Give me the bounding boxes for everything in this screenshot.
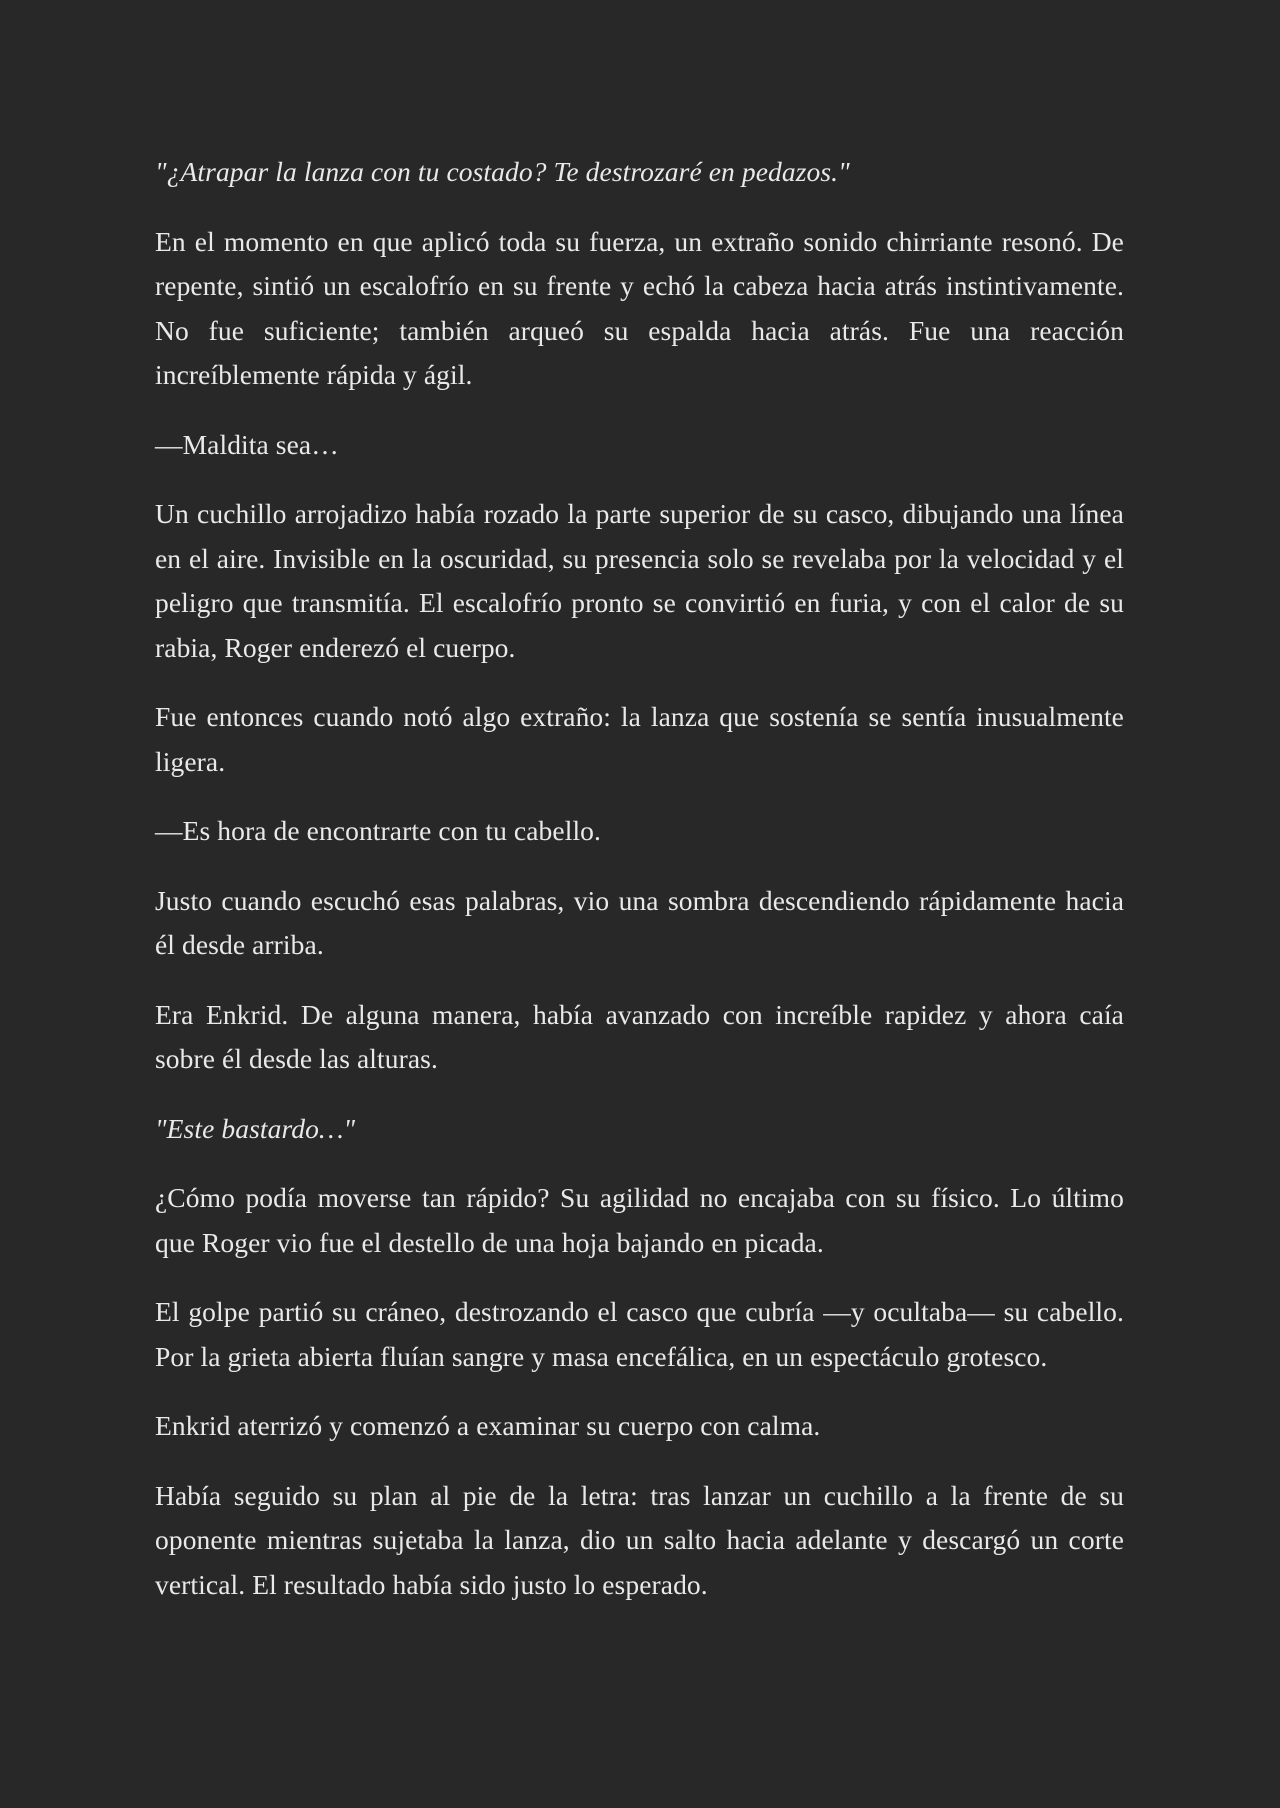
paragraph-8: Era Enkrid. De alguna manera, había avanzado con increíble rapidez y ahora caía sobre él desde las alturas. bbox=[155, 998, 1124, 1074]
paragraph-13: Había seguido su plan al pie de la letra: tras lanzar un cuchillo a la frente de su oponente mientras sujetaba la lanza, dio un salto hacia adelante y descargó un corte vertical. El resultado había sido justo lo esperado. bbox=[155, 1479, 1124, 1600]
paragraph-7: Justo cuando escuchó esas palabras, vio una sombra descendiendo rápidamente hacia él desde arriba. bbox=[155, 884, 1124, 960]
paragraph-9: "Este bastardo…" bbox=[155, 1112, 356, 1144]
paragraph-11: El golpe partió su cráneo, destrozando el casco que cubría —y ocultaba— su cabello. Por la grieta abierta fluían sangre y masa encefálica, en un espectáculo grotesco. bbox=[155, 1296, 1124, 1372]
paragraph-12: Enkrid aterrizó y comenzó a examinar su cuerpo con calma. bbox=[155, 1410, 821, 1441]
paragraph-6: —Es hora de encontrarte con tu cabello. bbox=[155, 815, 602, 846]
paragraph-10: ¿Cómo podía moverse tan rápido? Su agilidad no encajaba con su físico. Lo último que Roger vio fue el destello de una hoja bajando en picada. bbox=[155, 1182, 1124, 1258]
paragraph-4: Un cuchillo arrojadizo había rozado la parte superior de su casco, dibujando una línea en el aire. Invisible en la oscuridad, su presencia solo se revelaba por la velocidad y el peligro que transmitía. El escalofrío pronto se convirtió en furia, y con el calor de su rabia, Roger enderezó el cuerpo. bbox=[155, 498, 1124, 663]
paragraph-1: "¿Atrapar la lanza con tu costado? Te destrozaré en pedazos." bbox=[155, 156, 850, 187]
paragraph-3: —Maldita sea… bbox=[155, 428, 339, 460]
chapter-text bbox=[155, 150, 1124, 1607]
paragraph-5: Fue entonces cuando notó algo extraño: la lanza que sostenía se sentía inusualmente ligera. bbox=[155, 701, 1124, 777]
paragraph-2: En el momento en que aplicó toda su fuerza, un extraño sonido chirriante resonó. De repente, sintió un escalofrío en su frente y echó la cabeza hacia atrás instintivamente. No fue suficiente; también arqueó su espalda hacia atrás. Fue una reacción increíblemente rápida y ágil. bbox=[155, 225, 1124, 390]
